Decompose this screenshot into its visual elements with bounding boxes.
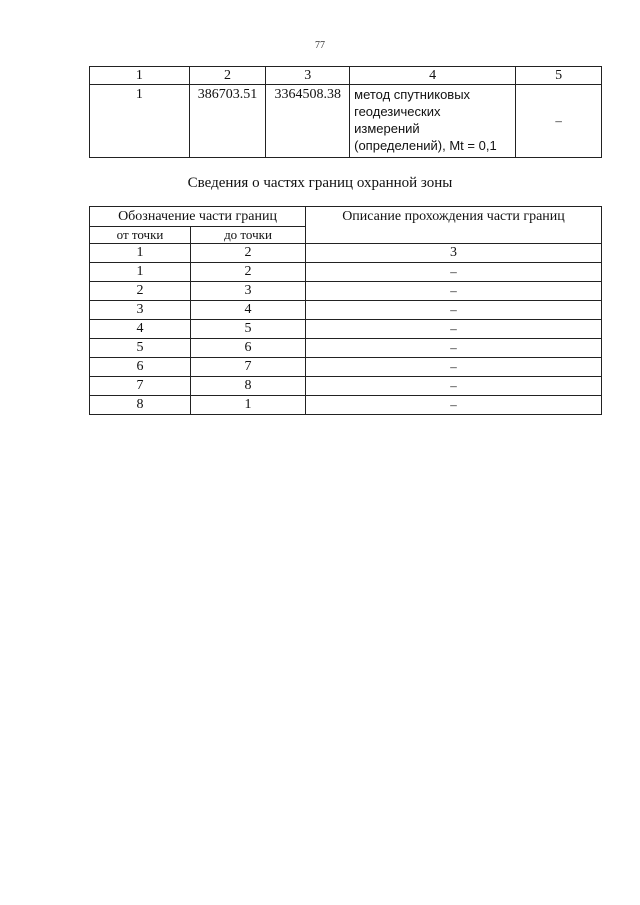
- to-point: 5: [191, 320, 306, 339]
- table-header-row: [90, 67, 602, 85]
- column-number: 3: [306, 244, 602, 263]
- coordinate-x: 386703.51: [189, 85, 266, 158]
- column-number: 1: [90, 244, 191, 263]
- to-point-header: до точки: [191, 227, 306, 244]
- table-row: [90, 85, 602, 158]
- to-point: 1: [191, 396, 306, 415]
- column-header: 2: [189, 67, 266, 85]
- numbering-row: [90, 244, 602, 263]
- to-point: 2: [191, 263, 306, 282]
- description: –: [306, 282, 602, 301]
- description-header: Описание прохождения части границ: [306, 207, 602, 244]
- from-point: 4: [90, 320, 191, 339]
- section-title: Сведения о частях границ охранной зоны: [187, 175, 453, 191]
- point-number: 1: [90, 85, 190, 158]
- method-line: (определений), Mt = 0,1: [354, 138, 497, 153]
- table-row: [90, 377, 602, 396]
- to-point: 6: [191, 339, 306, 358]
- column-header: 1: [90, 67, 190, 85]
- from-point: 7: [90, 377, 191, 396]
- to-point: 7: [191, 358, 306, 377]
- method-description: [350, 85, 516, 158]
- coordinate-y: 3364508.38: [266, 85, 350, 158]
- method-line: геодезических: [354, 104, 441, 119]
- description: –: [306, 320, 602, 339]
- table-row: [90, 320, 602, 339]
- method-line: измерений: [354, 121, 420, 136]
- description: –: [306, 301, 602, 320]
- from-point: 1: [90, 263, 191, 282]
- from-point: 8: [90, 396, 191, 415]
- table-row: [90, 282, 602, 301]
- from-point: 5: [90, 339, 191, 358]
- column-header: 5: [516, 67, 602, 85]
- to-point: 8: [191, 377, 306, 396]
- page-number: 77: [315, 40, 325, 51]
- table-row: [90, 301, 602, 320]
- to-point: 3: [191, 282, 306, 301]
- table-row: [90, 396, 602, 415]
- coordinates-table: [89, 66, 602, 158]
- from-point-header: от точки: [90, 227, 191, 244]
- table-row: [90, 339, 602, 358]
- from-point: 6: [90, 358, 191, 377]
- table-row: [90, 263, 602, 282]
- description: –: [306, 263, 602, 282]
- column-number: 2: [191, 244, 306, 263]
- description: –: [306, 377, 602, 396]
- from-point: 2: [90, 282, 191, 301]
- description: –: [306, 358, 602, 377]
- description: –: [306, 339, 602, 358]
- boundary-parts-table: [89, 206, 602, 415]
- table-header-row: [90, 207, 602, 227]
- to-point: 4: [191, 301, 306, 320]
- method-line: метод спутниковых: [354, 87, 471, 102]
- column-header: 4: [350, 67, 516, 85]
- from-point: 3: [90, 301, 191, 320]
- table-row: [90, 358, 602, 377]
- note-cell: –: [516, 85, 602, 158]
- column-header: 3: [266, 67, 350, 85]
- description: –: [306, 396, 602, 415]
- group-header: Обозначение части границ: [90, 207, 306, 227]
